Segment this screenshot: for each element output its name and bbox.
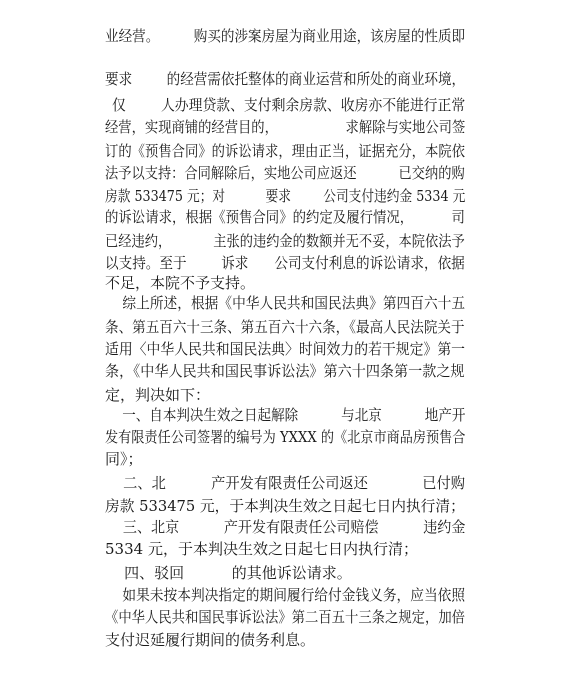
text-line: 业经营。 购买的涉案房屋为商业用途，该房屋的性质即 (105, 27, 466, 45)
text-line: 经营，实现商铺的经营目的， 求解除与实地公司签 (105, 118, 466, 136)
text-line: 同》； (105, 450, 143, 468)
text-line: 的诉讼请求，根据《预售合同》的约定及履行情况， 司 (105, 208, 465, 226)
text-line: 法予以支持：合同解除后，实地公司应返还 已交纳的购 (105, 164, 465, 182)
text-line: 房款 533475 元，于本判决生效之日起七日内执行清； (105, 497, 465, 515)
text-line: 一、自本判决生效之日起解除 与北京 地产开 (105, 406, 466, 424)
text-line: 三、北京 产开发有限责任公司赔偿 违约金 (105, 518, 466, 536)
text-line: 条，《中华人民共和国民事诉讼法》第六十四条第一款之规 (105, 362, 465, 380)
text-line: 以支持。至于 诉求 公司支付利息的诉讼请求，依据 (105, 254, 465, 272)
text-line: 如果未按本判决指定的期间履行给付金钱义务，应当依照 (105, 586, 466, 604)
text-line: 要求 的经营需依托整体的商业运营和所处的商业环境， (105, 70, 466, 88)
text-line: 二、北 产开发有限责任公司返还 已付购 (105, 474, 465, 492)
text-line: 《中华人民共和国民事诉讼法》第二百五十三条之规定，加倍 (105, 608, 466, 626)
text-line: 不足，本院不予支持。 (105, 274, 256, 292)
text-line: 适用〈中华人民共和国民法典〉时间效力的若干规定》第一 (105, 340, 466, 358)
text-line: 定，判决如下： (105, 386, 211, 404)
text-line: 房款 533475 元；对 要求 公司支付违约金 5334 元 (105, 187, 466, 205)
text-line: 四、驳回 的其他诉讼请求。 (105, 564, 352, 582)
text-line: 支付迟延履行期间的债务利息。 (105, 631, 316, 649)
text-line: 已经违约， 主张的违约金的数额并无不妥，本院依法予 (105, 232, 465, 250)
text-line: 条、第五百六十三条、第五百六十六条，《最高人民法院关于 (105, 318, 465, 336)
text-line: 综上所述，根据《中华人民共和国民法典》第四百六十五 (105, 294, 466, 312)
text-line: 5334 元，于本判决生效之日起七日内执行清； (105, 540, 418, 558)
text-line: 订的《预售合同》的诉讼请求，理由正当，证据充分，本院依 (105, 142, 466, 160)
text-line: 发有限责任公司签署的编号为 YXXX 的《北京市商品房预售合 (105, 428, 466, 446)
text-line: 仅 人办理贷款、支付剩余房款、收房亦不能进行正常 (112, 96, 466, 114)
